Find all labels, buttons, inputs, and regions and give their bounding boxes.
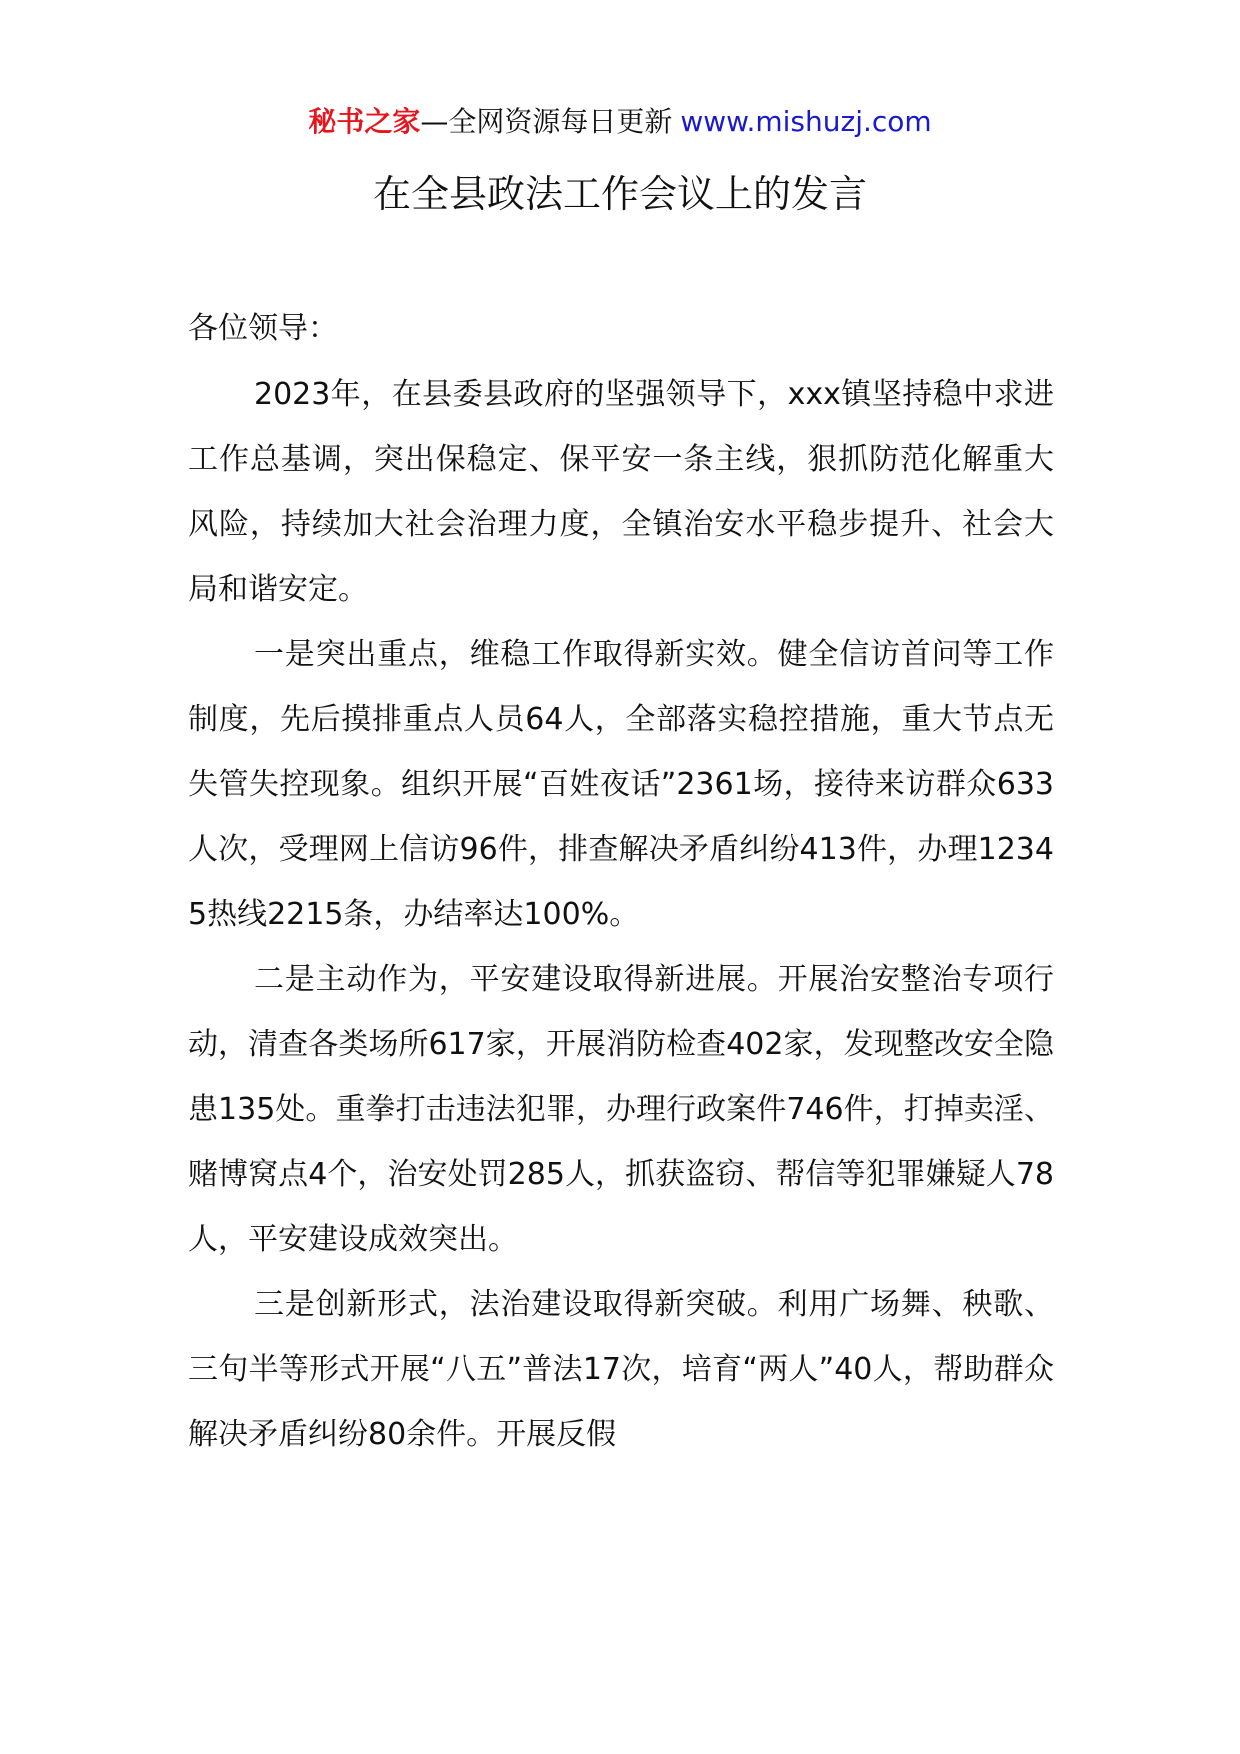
- paragraph-intro: [188, 362, 1054, 622]
- paragraph-text: 开展治安整治专项行动，清查各类场所617家，开展消防检查402家，发现整改安全隐患135处。重拳打击违法犯罪，办理行政案件746件，打掉卖淫、赌博窝点4个，治安处罚285人，抓获盗窃、帮信等犯罪嫌疑人78人，平安建设成效突出。: [188, 962, 1055, 1257]
- document-body: [188, 296, 1054, 1467]
- paragraph-rule-of-law: [188, 1272, 1054, 1467]
- paragraph-lead: 二是主动作为，平安建设取得新进展。: [254, 962, 778, 997]
- site-url-link[interactable]: www.mishuzj.com: [680, 105, 932, 138]
- paragraph-safety: [188, 947, 1054, 1272]
- salutation: 各位领导：: [188, 311, 338, 346]
- paragraph-lead: 一是突出重点，维稳工作取得新实效。: [254, 637, 778, 672]
- paragraph-lead: 三是创新形式，法治建设取得新突破。: [254, 1287, 778, 1322]
- paragraph-text: 利用广场舞、秧歌、三句半等形式开展“八五”普法17次，培育“两人”40人，帮助群众解决矛盾纠纷80余件。开展反假: [188, 1287, 1055, 1452]
- paragraph-stability: [188, 622, 1054, 947]
- header-banner: [0, 102, 1240, 142]
- paragraph-text: 健全信访首问等工作制度，先后摸排重点人员64人，全部落实稳控措施，重大节点无失管失控现象。组织开展“百姓夜话”2361场，接待来访群众633人次，受理网上信访96件，排查解决矛盾纠纷413件，办理12345热线2215条，办结率达100%。: [188, 637, 1055, 932]
- document-title: 在全县政法工作会议上的发言: [372, 172, 867, 216]
- brand-name: 秘书之家: [308, 105, 421, 138]
- paragraph-text: 2023年，在县委县政府的坚强领导下，xxx镇坚持稳中求进工作总基调，突出保稳定、保平安一条主线，狠抓防范化解重大风险，持续加大社会治理力度，全镇治安水平稳步提升、社会大局和谐安定。: [188, 377, 1054, 607]
- header-tagline: —全网资源每日更新: [420, 105, 673, 138]
